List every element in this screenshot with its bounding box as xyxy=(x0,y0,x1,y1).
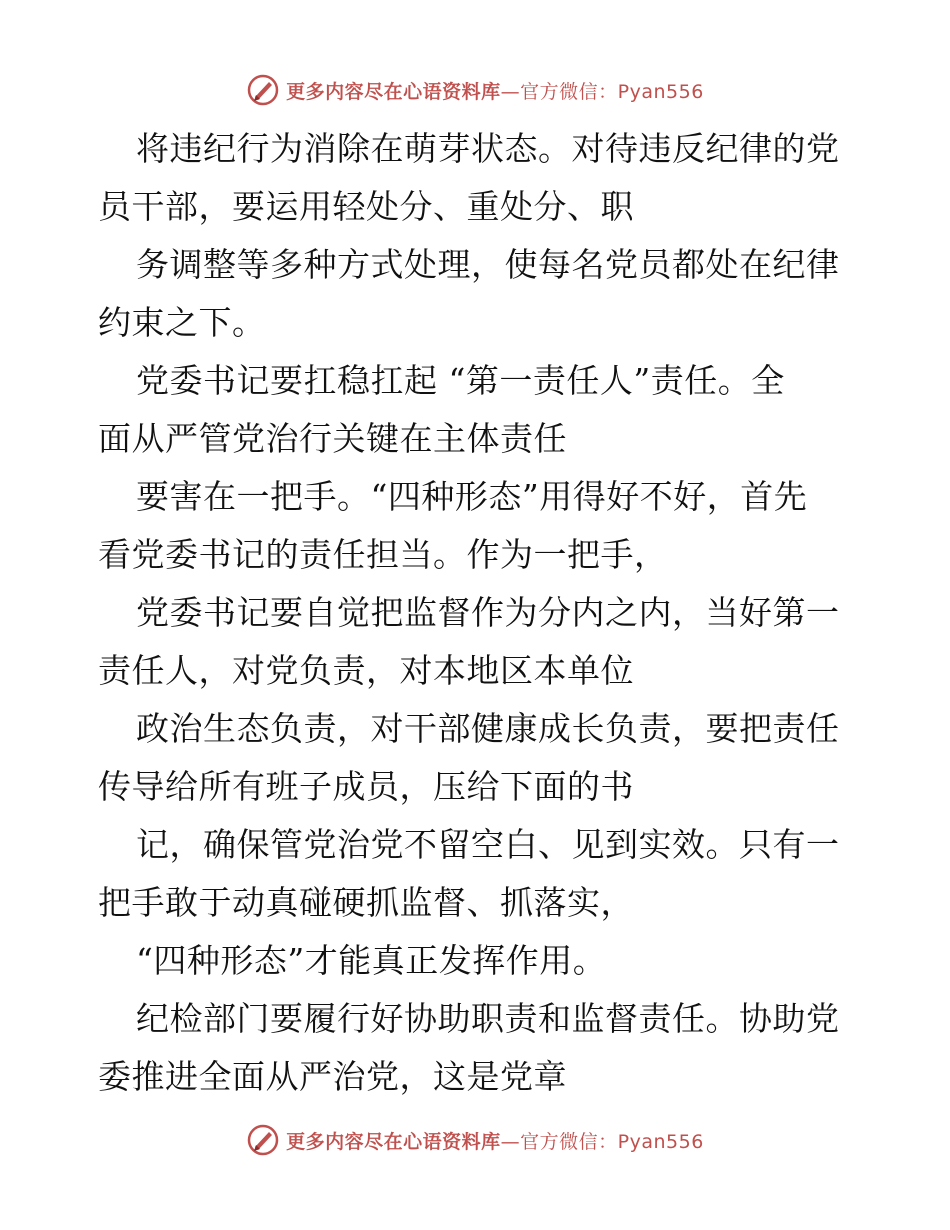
logo-icon xyxy=(246,73,280,107)
body-line: 看党委书记的责任担当。作为一把手， xyxy=(98,535,668,574)
footer-banner-separator: — xyxy=(500,1130,521,1153)
body-line: 党委书记要自觉把监督作为分内之内，当好第一 xyxy=(136,593,840,632)
body-line: 委推进全面从严治党，这是党章 xyxy=(98,1057,567,1096)
header-banner-main: 更多内容尽在心语资料库 xyxy=(286,80,501,103)
body-line: 纪检部门要履行好协助职责和监督责任。协助党 xyxy=(136,999,840,1038)
footer-banner xyxy=(0,1120,950,1160)
body-line: 党委书记要扛稳扛起 “第一责任人”责任。全 xyxy=(136,361,785,400)
body-line: 记，确保管党治党不留空白、见到实效。只有一 xyxy=(136,825,840,864)
footer-banner-text xyxy=(286,1127,704,1154)
body-line: “四种形态”才能真正发挥作用。 xyxy=(136,941,607,980)
body-line: 传导给所有班子成员，压给下面的书 xyxy=(98,767,634,806)
header-banner-text xyxy=(286,77,704,104)
body-line: 要害在一把手。“四种形态”用得好不好，首先 xyxy=(136,477,808,516)
document-body xyxy=(98,120,858,1106)
header-banner xyxy=(0,70,950,110)
body-line: 责任人，对党负责，对本地区本单位 xyxy=(98,651,634,690)
body-line: 务调整等多种方式处理，使每名党员都处在纪律 xyxy=(136,245,840,284)
body-line: 政治生态负责，对干部健康成长负责，要把责任 xyxy=(136,709,840,748)
header-banner-wechat: 官方微信：Pyan556 xyxy=(520,80,704,103)
footer-banner-wechat: 官方微信：Pyan556 xyxy=(520,1130,704,1153)
body-line: 将违纪行为消除在萌芽状态。对待违反纪律的党 xyxy=(136,129,840,168)
header-banner-separator: — xyxy=(500,80,521,103)
logo-icon xyxy=(246,1123,280,1157)
body-line: 约束之下。 xyxy=(98,303,266,342)
body-line: 面从严管党治行关键在主体责任 xyxy=(98,419,567,458)
footer-banner-main: 更多内容尽在心语资料库 xyxy=(286,1130,501,1153)
body-line: 把手敢于动真碰硬抓监督、抓落实， xyxy=(98,883,634,922)
body-line: 员干部，要运用轻处分、重处分、职 xyxy=(98,187,634,226)
